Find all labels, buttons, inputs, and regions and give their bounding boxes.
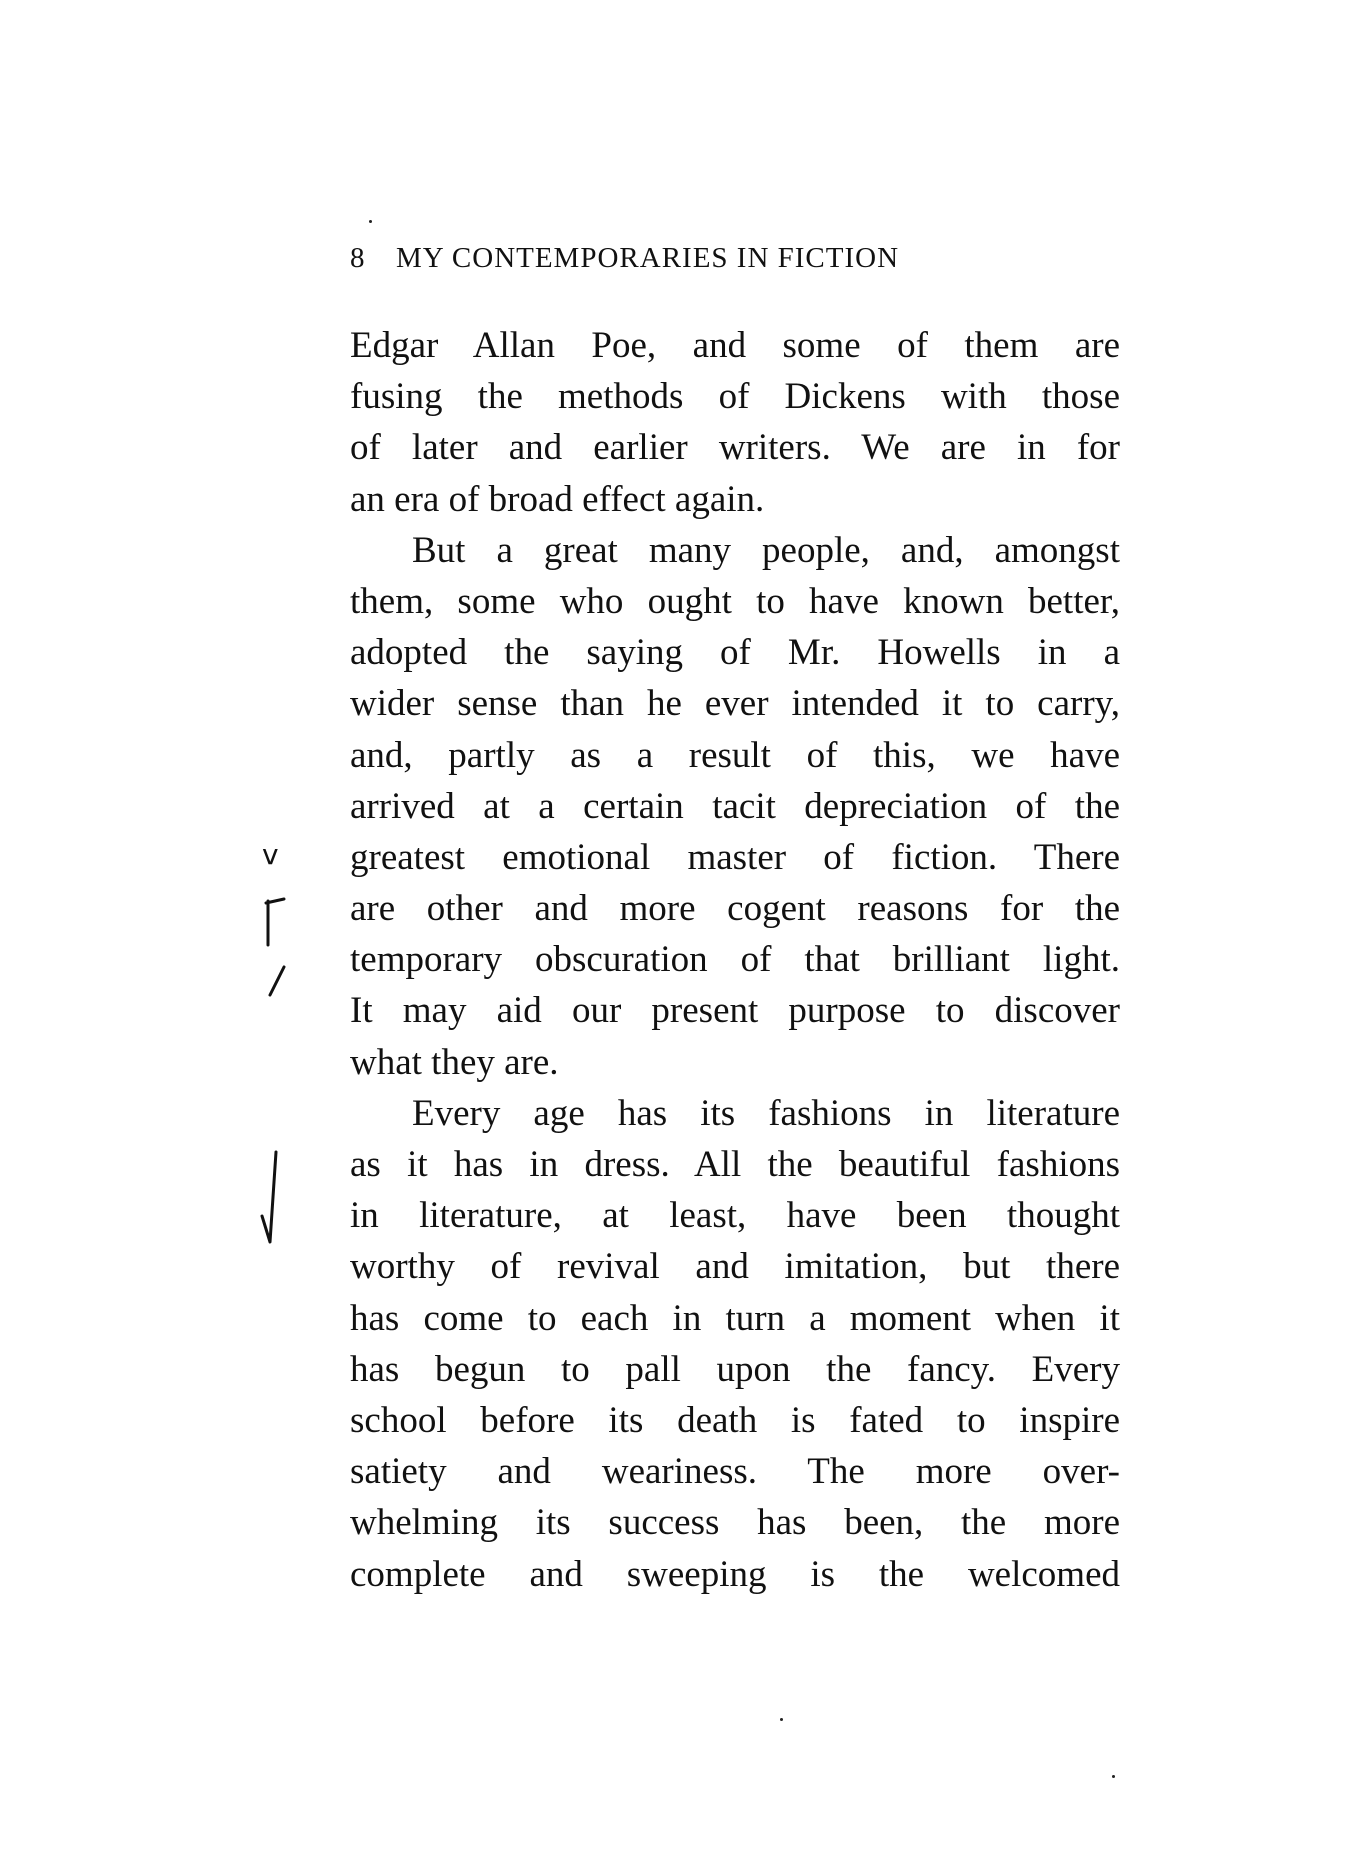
margin-bracket-mark (262, 895, 312, 1005)
text-line: satiety and weariness. The more over- (350, 1451, 1120, 1493)
text-line: worthy of revival and imitation, but there (350, 1246, 1120, 1288)
text-line: has come to each in turn a moment when it (350, 1297, 1120, 1339)
margin-checkmark (248, 1150, 298, 1260)
text-line: in literature, at least, have been thought (350, 1195, 1120, 1237)
text-line: greatest emotional master of fiction. There (350, 836, 1120, 878)
paragraph-start-line: Every age has its fashions in literature (412, 1092, 1120, 1134)
text-line: of later and earlier writers. We are in for (350, 427, 1120, 469)
text-line: fusing the methods of Dickens with those (350, 376, 1120, 418)
body-text (350, 320, 1120, 1600)
paragraph-start-line: But a great many people, and, amongst (412, 529, 1120, 571)
text-line: arrived at a certain tacit depreciation of the (350, 785, 1120, 827)
scan-speck (780, 1718, 783, 1721)
text-line: It may aid our present purpose to discover (350, 990, 1120, 1032)
text-line: Edgar Allan Poe, and some of them are (350, 325, 1120, 366)
text-line: an era of broad effect again. (350, 478, 765, 520)
text-line: as it has in dress. All the beautiful fashions (350, 1144, 1120, 1185)
text-line: adopted the saying of Mr. Howells in a (350, 632, 1120, 674)
margin-tick-mark: v (262, 838, 279, 871)
text-line: and, partly as a result of this, we have (350, 734, 1120, 776)
text-line: complete and sweeping is the welcomed (350, 1553, 1120, 1595)
running-head (350, 242, 1120, 275)
text-line: whelming its success has been, the more (350, 1502, 1120, 1544)
scan-speck (369, 220, 372, 223)
running-title: MY CONTEMPORARIES IN FICTION (396, 242, 900, 274)
scan-speck (1112, 1775, 1115, 1778)
text-line: wider sense than he ever intended it to carry, (350, 683, 1120, 725)
text-line: has begun to pall upon the fancy. Every (350, 1348, 1120, 1390)
text-line: school before its death is fated to inspire (350, 1399, 1120, 1441)
page-number: 8 (350, 242, 366, 274)
text-line: them, some who ought to have known better, (350, 580, 1120, 622)
text-line: are other and more cogent reasons for the (350, 888, 1120, 930)
text-line: temporary obscuration of that brilliant light. (350, 939, 1120, 981)
text-line: what they are. (350, 1041, 559, 1083)
